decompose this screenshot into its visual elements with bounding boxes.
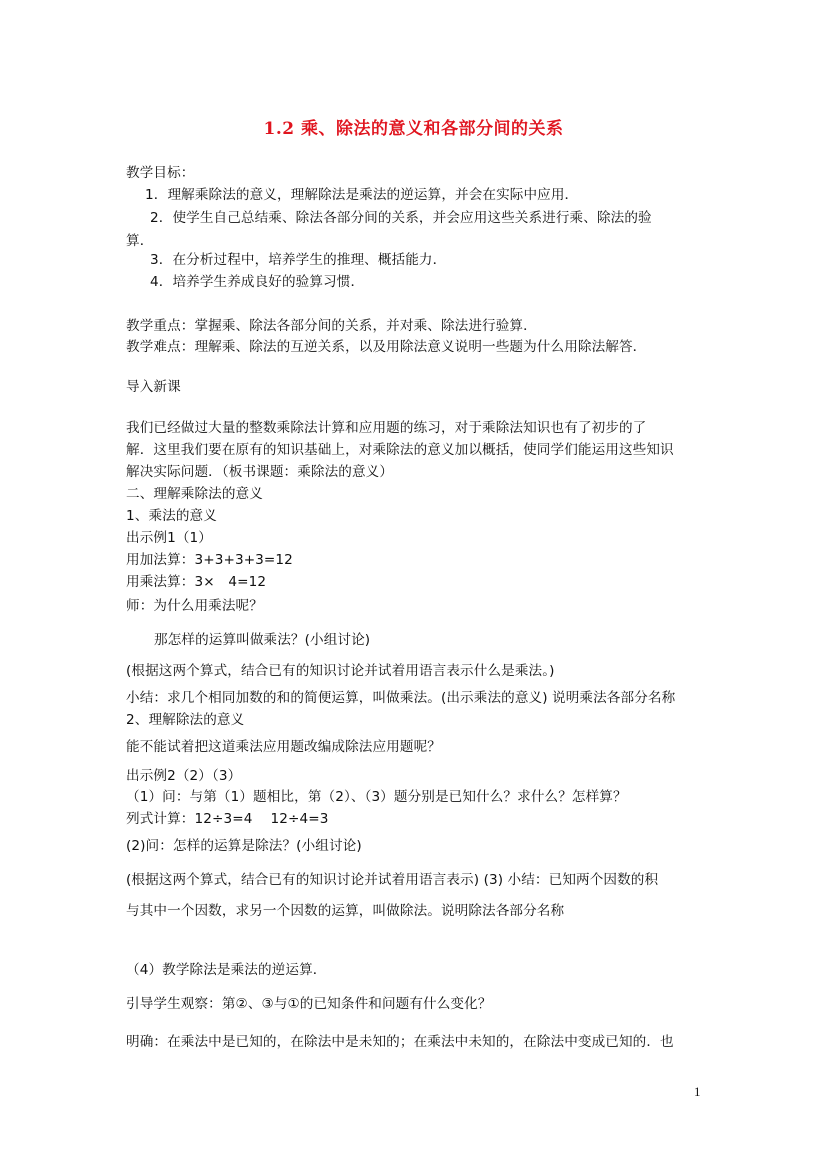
paragraph-line: 我们已经做过大量的整数乘除法计算和应用题的练习，对于乘除法知识也有了初步的了 <box>126 420 647 436</box>
paragraph-line: （1）问：与第（1）题相比，第（2）、（3）题分别是已知什么？求什么？怎样算？ <box>126 789 627 805</box>
objective-3: 3．在分析过程中，培养学生的推理、概括能力． <box>150 252 447 268</box>
objective-4: 4．培养学生养成良好的验算习惯． <box>150 274 365 290</box>
paragraph-line: (2)问：怎样的运算是除法？(小组讨论) <box>126 838 362 854</box>
paragraph-line: 与其中一个因数，求另一个因数的运算，叫做除法。说明除法各部分名称 <box>126 903 565 919</box>
paragraph-line: （4）教学除法是乘法的逆运算． <box>126 962 327 978</box>
key-point: 教学重点：掌握乘、除法各部分间的关系，并对乘、除法进行验算． <box>126 318 537 334</box>
section-heading-intro: 导入新课 <box>126 379 181 395</box>
paragraph-line: (根据这两个算式，结合已有的知识讨论并试着用语言表示什么是乘法。) <box>126 663 555 679</box>
subsection-heading: 1、乘法的意义 <box>126 508 217 524</box>
paragraph-line: 出示例1（1） <box>126 530 212 546</box>
paragraph-line: 出示例2（2）（3） <box>126 768 242 784</box>
paragraph-line: 用乘法算：3× 4=12 <box>126 574 267 590</box>
objectives-heading: 教学目标： <box>126 165 195 181</box>
objective-2-cont: 算． <box>126 233 154 249</box>
paragraph-line: 明确：在乘法中是已知的，在除法中是未知的；在乘法中未知的，在除法中变成已知的．也 <box>126 1034 674 1050</box>
paragraph-line: 引导学生观察：第②、③与①的已知条件和问题有什么变化？ <box>126 996 492 1012</box>
section-heading: 二、理解乘除法的意义 <box>126 486 263 502</box>
document-title: 1.2 乘、除法的意义和各部分间的关系 <box>263 119 564 139</box>
paragraph-line: (根据这两个算式，结合已有的知识讨论并试着用语言表示) (3) 小结：已知两个因数的积 <box>126 872 659 888</box>
objective-1: 1．理解乘除法的意义，理解除法是乘法的逆运算，并会在实际中应用． <box>145 187 579 203</box>
paragraph-line: 师：为什么用乘法呢？ <box>126 598 263 614</box>
paragraph-line: 那怎样的运算叫做乘法？(小组讨论) <box>154 632 371 648</box>
paragraph-line: 能不能试着把这道乘法应用题改编成除法应用题呢？ <box>126 739 441 755</box>
difficult-point: 教学难点：理解乘、除法的互逆关系，以及用除法意义说明一些题为什么用除法解答． <box>126 339 647 355</box>
subsection-heading: 2、理解除法的意义 <box>126 712 245 728</box>
paragraph-line: 用加法算：3+3+3+3=12 <box>126 552 293 568</box>
page-number: 1 <box>694 1084 701 1099</box>
paragraph-line: 解决实际问题．（板书课题：乘除法的意义） <box>126 464 394 480</box>
paragraph-line: 解．这里我们要在原有的知识基础上，对乘除法的意义加以概括，使同学们能运用这些知识 <box>126 442 674 458</box>
paragraph-line: 小结：求几个相同加数的和的简便运算，叫做乘法。(出示乘法的意义) 说明乘法各部分名称 <box>126 690 676 706</box>
paragraph-line: 列式计算：12÷3=4 12÷4=3 <box>126 811 329 827</box>
objective-2: 2．使学生自己总结乘、除法各部分间的关系，并会应用这些关系进行乘、除法的验 <box>150 210 652 226</box>
